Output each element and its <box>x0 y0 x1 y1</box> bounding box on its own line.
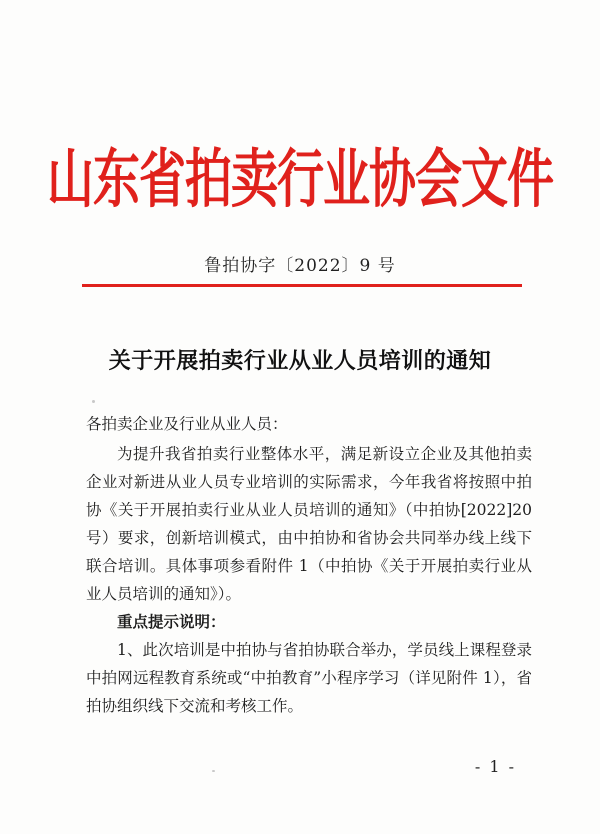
body-paragraph-1: 为提升我省拍卖行业整体水平，满足新设立企业及其他拍卖企业对新进从业人员专业培训的实际需求，今年我省将按照中拍协《关于开展拍卖行业从业人员培训的通知》（中拍协[2022]20号）要求，创新培训模式，由中拍协和省协会共同举办线上线下联合培训。具体事项参看附件 1（中拍协《关于开展拍卖行业从业人员培训的通知》）。 <box>86 445 532 603</box>
salutation: 各拍卖企业及行业从业人员： <box>86 415 288 433</box>
scan-speck <box>92 400 95 403</box>
notice-body <box>86 410 532 720</box>
key-points-heading: 重点提示说明： <box>117 612 226 631</box>
issuer-header-title: 山东省拍卖行业协会文件 <box>47 142 553 218</box>
document-number: 鲁拍协字〔2022〕9 号 <box>204 256 396 276</box>
red-divider-line <box>82 284 522 287</box>
scan-speck <box>212 770 215 772</box>
key-point-1: 1、此次培训是中拍协与省拍协联合举办，学员线上课程登录中拍网远程教育系统或“中拍教育”小程序学习（详见附件 1），省拍协组织线下交流和考核工作。 <box>86 641 532 715</box>
page-number: - 1 - <box>474 757 516 776</box>
notice-title: 关于开展拍卖行业从业人员培训的通知 <box>108 348 492 374</box>
